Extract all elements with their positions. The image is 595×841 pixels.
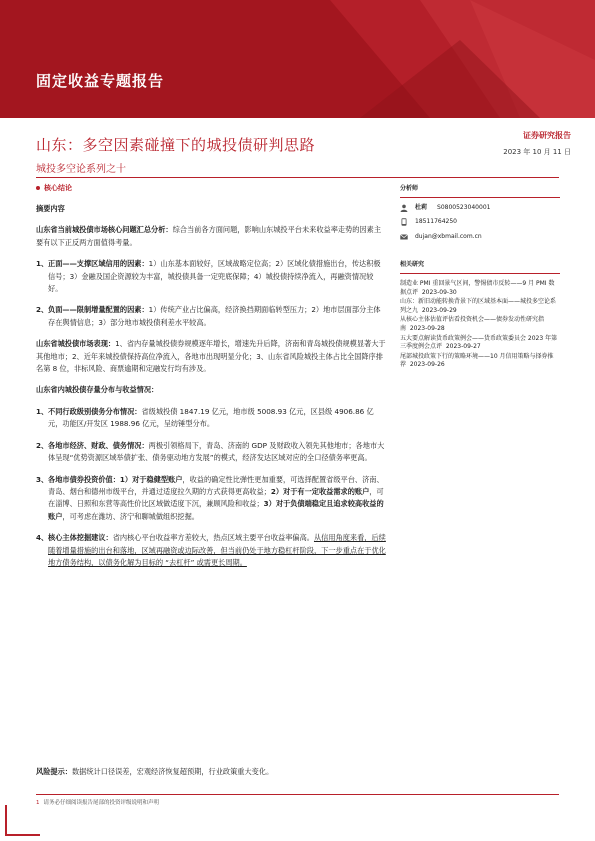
distribution-point	[36, 474, 386, 524]
sidebar-divider	[400, 273, 560, 274]
report-date: 2023 年 10 月 11 日	[503, 148, 571, 156]
point-text: 1）传统产业占比偏高，经济换挡期面临转型压力；2）地市层面部分主体存在舆情信息；3）部分地市城投债利差水平较高。	[48, 305, 381, 327]
title-divider	[36, 177, 559, 178]
related-title[interactable]: 尾部城投政策下行的策略环境——10 月信用策略与择券推荐	[400, 352, 554, 369]
page-number: 1	[36, 800, 40, 806]
summary-point	[36, 258, 386, 295]
email-icon	[400, 233, 408, 241]
point-number: 3、	[36, 474, 49, 484]
report-title: 山东：多空因素碰撞下的城投债研判思路	[36, 136, 316, 154]
related-title[interactable]: 从核心主体估值评估看投资机会——债券发动性研究指南	[400, 316, 545, 332]
summary-intro-bold: 山东省当前城投债市场核心问题汇总分析：	[36, 225, 173, 235]
related-item[interactable]	[400, 335, 560, 352]
header-banner	[0, 0, 595, 118]
related-heading: 相关研究	[400, 261, 425, 269]
sidebar	[400, 185, 560, 371]
risk-warning	[36, 766, 559, 778]
market-performance	[36, 338, 386, 375]
related-date: 2023-09-28	[409, 324, 445, 332]
point-bold: 各地市债券投资价值：	[48, 474, 120, 484]
summary-heading: 摘要内容	[36, 204, 65, 213]
analyst-name: 杜莉	[415, 203, 428, 211]
point-bold: 各地市经济、财政、债务情况：	[48, 440, 149, 450]
summary-intro-text: 综合当前各方面问题，影响山东城投平台未来收益率走势的因素主要有以下正反两方面值得考量。	[36, 225, 382, 247]
main-content	[36, 203, 386, 578]
related-date: 2023-09-29	[421, 306, 457, 314]
point-number: 2、	[36, 305, 49, 315]
analyst-email[interactable]: dujan@xbmail.com.cn	[415, 232, 482, 240]
analyst-email-row	[400, 233, 560, 242]
distribution-point	[36, 440, 386, 465]
analyst-name-row	[400, 204, 560, 213]
point-bold: 负面——限制增量配置的因素：	[48, 305, 149, 315]
analyst-heading: 分析师	[400, 185, 419, 192]
analyst-phone: 18511764250	[415, 218, 457, 226]
distribution-point	[36, 406, 386, 431]
summary-point	[36, 304, 386, 329]
related-item[interactable]	[400, 280, 560, 297]
report-type: 证券研究报告	[523, 131, 571, 140]
point-seg-bold: 2）对于有一定收益需求的账户	[270, 486, 370, 496]
related-item[interactable]	[400, 298, 560, 315]
point-number: 1、	[36, 406, 49, 416]
risk-bold: 风险提示：	[36, 767, 72, 776]
point-bold: 核心主体挖掘建议：	[48, 533, 113, 543]
person-icon	[400, 204, 408, 212]
point-bold: 正面——支撑区域信用的因素：	[48, 259, 149, 269]
related-item[interactable]	[400, 353, 560, 370]
banner-title: 固定收益专题报告	[36, 72, 165, 90]
market-bold: 山东省城投债市场表现：	[36, 339, 116, 349]
section-label-text: 核心结论	[44, 184, 72, 192]
point-seg-bold: 1）对于稳健型账户	[119, 474, 183, 484]
bullet-dot-icon	[36, 186, 40, 190]
distribution-point	[36, 532, 386, 569]
footer-divider	[36, 794, 559, 795]
point-text: 两极引领格局下，青岛、济南的 GDP 及财政收入领先其他地市；各地市大体呈现“优势资源区域举债扩张、债务驱动地方发展”的模式，经济发达区域对应的全口径债务率更高。	[48, 440, 385, 463]
summary-intro	[36, 224, 386, 249]
point-seg-text: ，收益的确定性比弹性更加重要，可选择配置省级平台、济南、青岛、烟台和德州市级平台，并通过适度拉久期的方式获得更高收益；	[48, 474, 384, 496]
related-title[interactable]: 制造业 PMI 重回景气区间，警惕债市反转——9 月 PMI 数据点评	[400, 279, 555, 296]
point-text: 省内核心平台收益率方差较大，热点区域主要平台收益率偏高。	[112, 533, 314, 543]
related-title[interactable]: 山东：新旧动能转换背景下的区域基本面——城投多空论系列之九	[400, 298, 557, 314]
sidebar-divider	[400, 197, 560, 198]
related-date: 2023-09-26	[409, 361, 445, 369]
related-date: 2023-09-30	[421, 288, 457, 296]
point-number: 1、	[36, 259, 49, 269]
point-bold: 不同行政级别债务分布情况：	[48, 406, 142, 416]
footer-disclaimer: 请务必仔细阅读报告尾部的投资评级说明和声明	[43, 800, 160, 806]
risk-text: 数据统计口径误差，宏观经济恢复超预期，行业政策重大变化。	[71, 767, 274, 776]
distribution-heading: 山东省内城投债存量分布与收益情况：	[36, 385, 159, 395]
point-underlined-text: 从信用角度来看，后续随着增量措施的出台和落地，区域再融资或边际改善，但当前仍处于地方稳杠杆阶段，下一步重点在于优化地方债务结构，以债务化解为目标的 “去杠杆” 或需更长周期。	[48, 533, 386, 567]
point-number: 2、	[36, 440, 49, 450]
footer	[36, 798, 159, 806]
point-seg-bold: 3）对于负债端稳定且追求较高收益的账户	[48, 499, 384, 521]
point-number: 4、	[36, 533, 49, 543]
report-subtitle: 城投多空论系列之十	[36, 164, 126, 175]
related-list	[400, 280, 560, 370]
phone-icon	[400, 218, 408, 226]
point-seg-text: ，可考虑在潍坊、济宁和聊城做组织挖掘。	[62, 511, 199, 521]
related-date: 2023-09-27	[445, 343, 481, 351]
market-text: 1、省内存量城投债券规模逐年增长，增速先升后降，济南和青岛城投债规模显著大于其他地市；2、近年来城投债保持高位净流入，各地市出现明显分化；3、山东省风险城投主体占比全国降序排名第 8 位，非标风险、商票逾期和定融发行均有涉及。	[36, 339, 386, 374]
banner-background	[0, 0, 595, 118]
analyst-id: S0800523040001	[437, 203, 491, 211]
related-title[interactable]: 五大要点解读货币政策例会——货币政策委员会 2023 年第三季度例会点评	[400, 334, 558, 351]
analyst-phone-row	[400, 218, 560, 227]
point-text: 1）山东基本面较好，区域战略定位高；2）区域化债措施出台，传达积极信号；3）金融及国企资源较为丰富，城投债具备一定兜底保障；4）城投债持续净流入，再融资情况较好。	[48, 259, 381, 294]
point-seg-text: ，可在淄博、日照和东营等高性价比区域做适度下沉，兼顾风险和收益；	[48, 486, 384, 509]
related-item[interactable]	[400, 316, 560, 333]
section-label	[36, 183, 72, 193]
point-text: 省级城投债 1847.19 亿元，地市级 5008.93 亿元，区县级 4906.86 亿元，功能区/开发区 1988.96 亿元，呈纺锤型分布。	[48, 406, 374, 429]
corner-bracket-decoration	[0, 805, 40, 841]
